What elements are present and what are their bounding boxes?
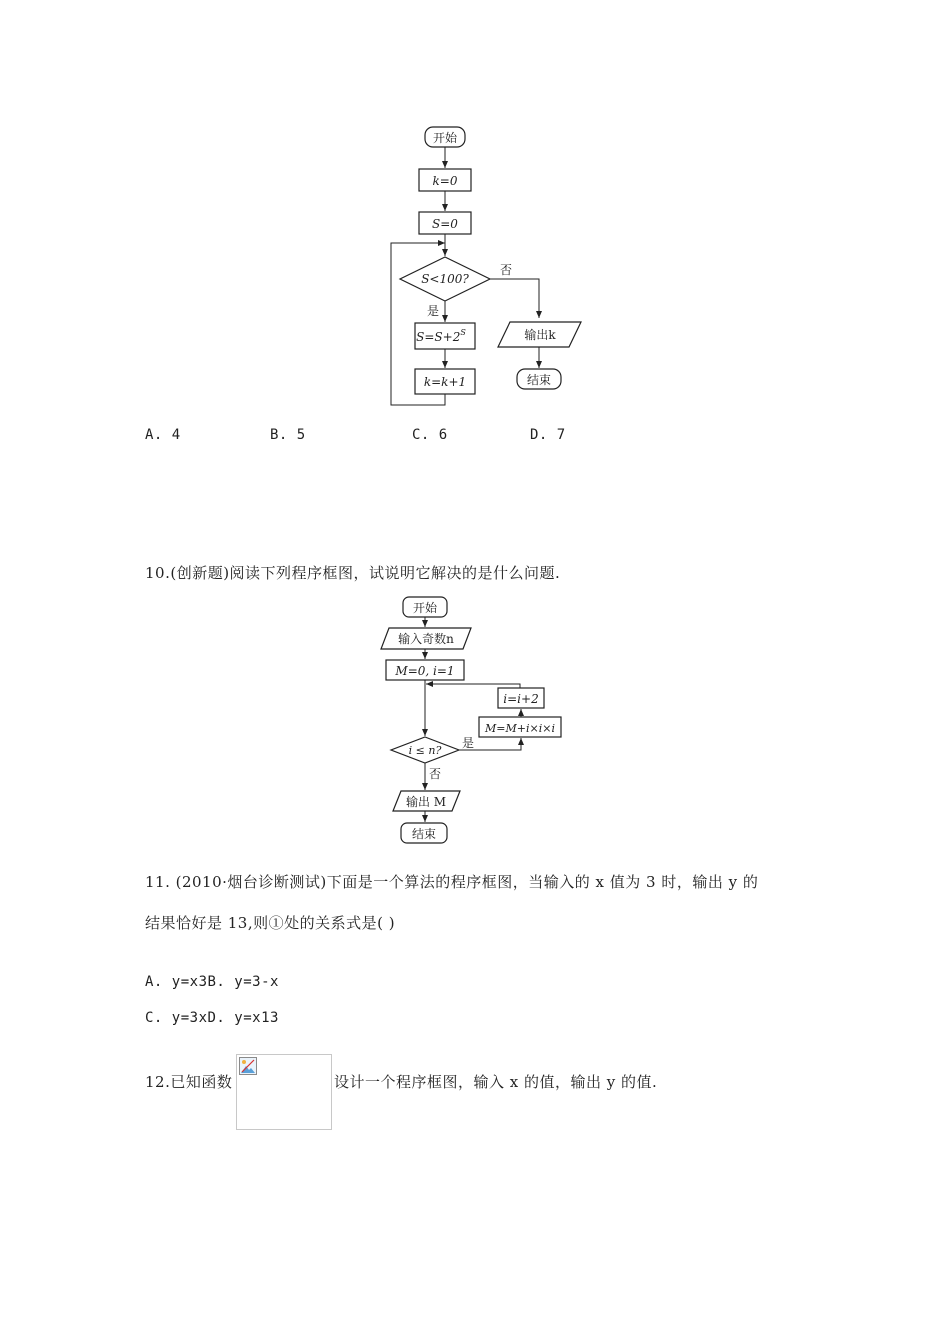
flowchart-1: [380, 118, 590, 418]
s-init-label: S=0: [432, 217, 458, 231]
condition-label-2: i ≤ n?: [408, 744, 442, 757]
q9-option-d: D. 7: [530, 427, 566, 443]
end-label: 结束: [526, 373, 552, 387]
condition-label: S<100?: [421, 272, 469, 286]
q12-suffix: 设计一个程序框图，输入 x 的值，输出 y 的值.: [334, 1073, 658, 1091]
accumulate-label: M=M+i×i×i: [485, 722, 555, 735]
q9-option-a: A. 4: [145, 427, 181, 443]
output-label-2: 输出 M: [405, 795, 447, 809]
no-label-2: 否: [429, 767, 442, 781]
s-update-label: $S=S+2^S$: [416, 328, 466, 344]
q11-line-2: 结果恰好是 13,则①处的关系式是( ): [145, 914, 396, 932]
q10-text: 10.(创新题)阅读下列程序框图，试说明它解决的是什么问题.: [145, 564, 561, 582]
q11-option-cd: C. y=3xD. y=x13: [145, 1010, 279, 1026]
q9-option-c: C. 6: [412, 427, 448, 443]
start-label-2: 开始: [412, 601, 438, 615]
q9-option-b: B. 5: [270, 427, 306, 443]
broken-image-icon: [239, 1057, 257, 1075]
q11-line-1: 11. (2010·烟台诊断测试)下面是一个算法的程序框图，当输入的 x 值为 3 时，输出 y 的: [145, 873, 759, 891]
q11-option-ab: A. y=x3B. y=3-x: [145, 974, 279, 990]
function-image-placeholder: [236, 1054, 332, 1130]
increment-label: i=i+2: [503, 692, 539, 706]
init-label: M=0, i=1: [395, 664, 455, 678]
end-label-2: 结束: [411, 827, 437, 841]
k-update-label: k=k+1: [423, 375, 467, 389]
q12-prefix: 12.已知函数: [145, 1073, 233, 1091]
k-init-label: k=0: [432, 174, 458, 188]
output-label: 输出k: [524, 328, 556, 342]
start-label: 开始: [432, 131, 458, 145]
flowchart-2: [380, 592, 580, 848]
yes-label: 是: [427, 304, 440, 318]
input-label: 输入奇数n: [398, 632, 454, 646]
yes-label-2: 是: [462, 736, 475, 750]
no-label: 否: [500, 263, 513, 277]
